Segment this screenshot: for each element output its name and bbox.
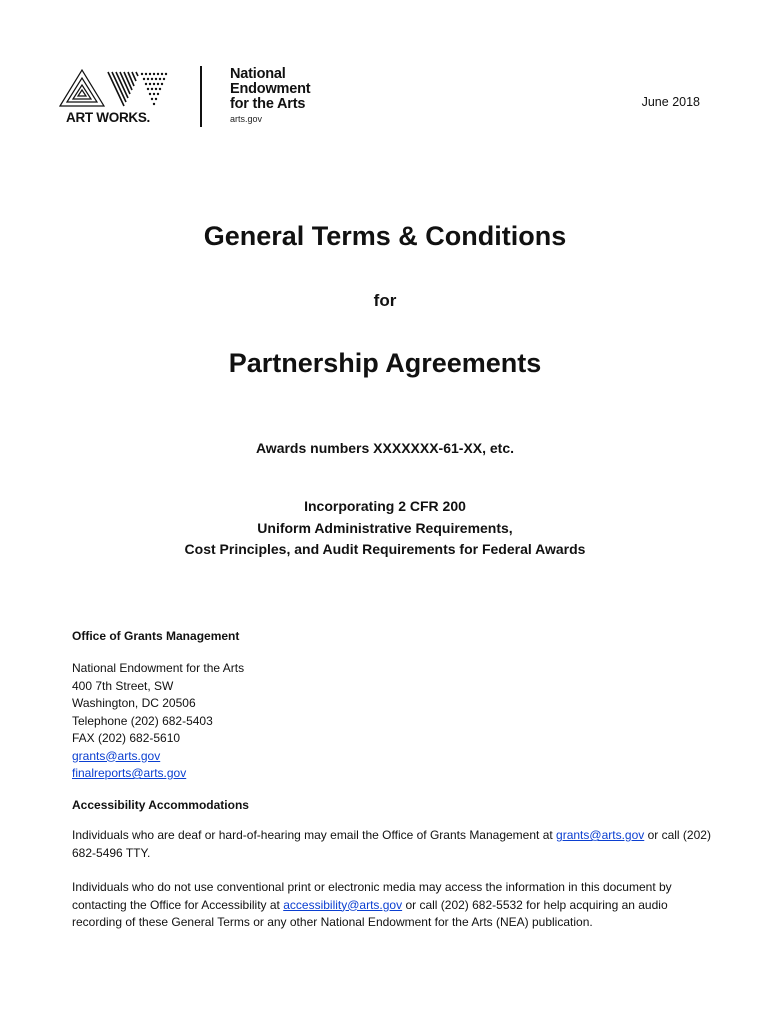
nea-name-line: National	[230, 66, 286, 82]
nea-name-line: for the Arts	[230, 96, 306, 112]
grants-email-link[interactable]: grants@arts.gov	[72, 748, 161, 763]
office-address	[72, 660, 244, 783]
nea-logo-name	[230, 67, 310, 112]
art-works-wordmark: ART WORKS.	[66, 110, 150, 125]
address-line: 400 7th Street, SW	[72, 678, 174, 693]
logo-divider	[200, 66, 202, 127]
address-line: Washington, DC 20506	[72, 696, 196, 710]
address-line: National Endowment for the Arts	[72, 661, 245, 675]
for-text: for	[373, 291, 397, 310]
document-subtitle: Partnership Agreements	[228, 348, 542, 378]
accessibility-email-link[interactable]: accessibility@arts.gov	[283, 897, 403, 912]
grants-email-link[interactable]: grants@arts.gov	[556, 828, 645, 842]
address-line: FAX (202) 682-5610	[72, 731, 181, 745]
office-heading: Office of Grants Management	[72, 629, 240, 643]
awards-line: Awards numbers XXXXXXX-61-XX, etc.	[255, 440, 515, 456]
document-header	[58, 62, 718, 132]
document-title: General Terms & Conditions	[203, 221, 567, 251]
accessibility-paragraph-media	[72, 879, 712, 932]
nea-name-line: Endowment	[230, 81, 311, 97]
address-line: Telephone (202) 682-5403	[72, 713, 213, 728]
paragraph-text: Individuals who do not use conventional print or electronic media may access the information in this document by contacting the Office for Accessibility at	[72, 880, 672, 912]
finalreports-email-link[interactable]: finalreports@arts.gov	[72, 766, 187, 780]
accessibility-heading: Accessibility Accommodations	[72, 798, 249, 812]
paragraph-text: or call (202) 682-5532 for help acquiring an audio recording of these General Terms or any other National Endowment for the Arts (NEA) publication.	[72, 897, 668, 929]
nea-url: arts.gov	[230, 114, 263, 124]
incorporating-line: Uniform Administrative Requirements,	[257, 519, 513, 536]
incorporating-line: Cost Principles, and Audit Requirements for Federal Awards	[184, 541, 586, 557]
incorporating-block	[0, 496, 770, 561]
document-date: June 2018	[641, 95, 700, 109]
accessibility-paragraph-deaf	[72, 827, 712, 862]
paragraph-text: Individuals who are deaf or hard-of-hearing may email the Office of Grants Management at	[72, 828, 557, 842]
paragraph-text: or call (202) 682-5496 TTY.	[72, 828, 711, 860]
incorporating-line: Incorporating 2 CFR 200	[304, 498, 466, 514]
